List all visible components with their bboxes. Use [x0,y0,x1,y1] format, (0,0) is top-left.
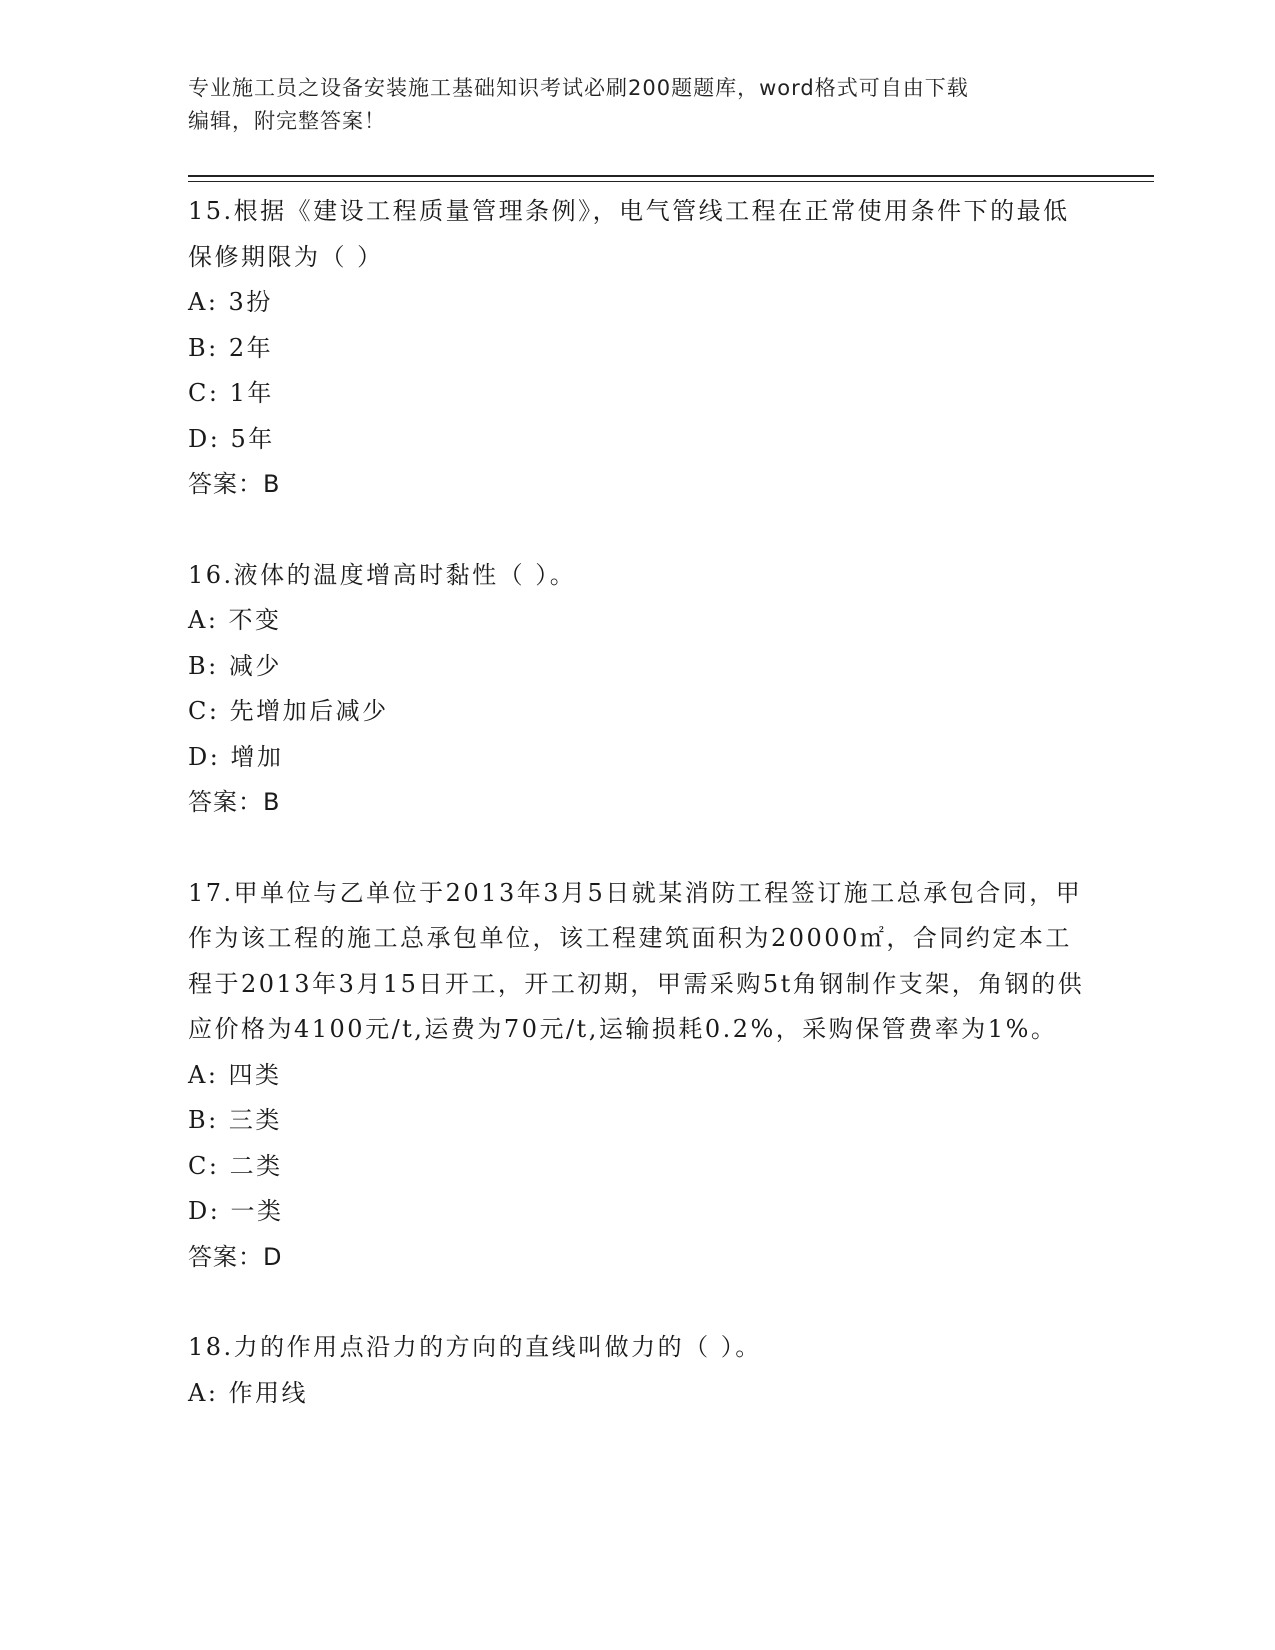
option-b: B: 减少 [188,651,282,680]
question-list [188,189,1088,1461]
option-c: C: 二类 [188,1151,283,1180]
question-16 [188,553,1088,826]
question-18 [188,1325,1088,1416]
option-d: D: 增加 [188,742,284,771]
answer-text: 答案：B [188,788,281,816]
option-c: C: 1年 [188,379,274,407]
answer-text: 答案：B [188,470,281,498]
question-17 [188,871,1088,1281]
question-stem: 17.甲单位与乙单位于2013年3月5日就某消防工程签订施工总承包合同，甲作为该工程的施工总承包单位，该工程建筑面积为20000㎡，合同约定本工程于2013年3月15日开工，开工初期，甲需采购5t角钢制作支架，角钢的供应价格为4100元/t,运费为70元/t,运输损耗0.2%，采购保管费率为1%。 [188,878,1085,1043]
option-d: D: 一类 [188,1197,284,1225]
option-a: A: 作用线 [188,1378,309,1407]
option-c: C: 先增加后减少 [188,697,389,725]
option-b: B: 三类 [188,1106,282,1134]
option-a: A: 不变 [188,606,282,634]
header-line-1: 专业施工员之设备安装施工基础知识考试必刷200题题库，word格式可自由下载 [188,76,969,100]
question-stem: 18.力的作用点沿力的方向的直线叫做力的（ ）。 [188,1333,762,1361]
option-a: A: 四类 [188,1060,282,1089]
question-stem: 15.根据《建设工程质量管理条例》，电气管线工程在正常使用条件下的最低保修期限为（ ） [188,197,1070,271]
header-divider [188,175,1154,177]
question-15 [188,189,1088,508]
header-divider-thin [188,181,1154,182]
header-line-2: 编辑，附完整答案！ [188,109,386,133]
option-a: A: 3扮 [188,288,273,316]
option-b: B: 2年 [188,333,274,362]
question-stem: 16.液体的温度增高时黏性（ ）。 [188,560,577,589]
document-header [188,72,1088,138]
answer-text: 答案：D [188,1242,283,1271]
option-d: D: 5年 [188,424,275,453]
